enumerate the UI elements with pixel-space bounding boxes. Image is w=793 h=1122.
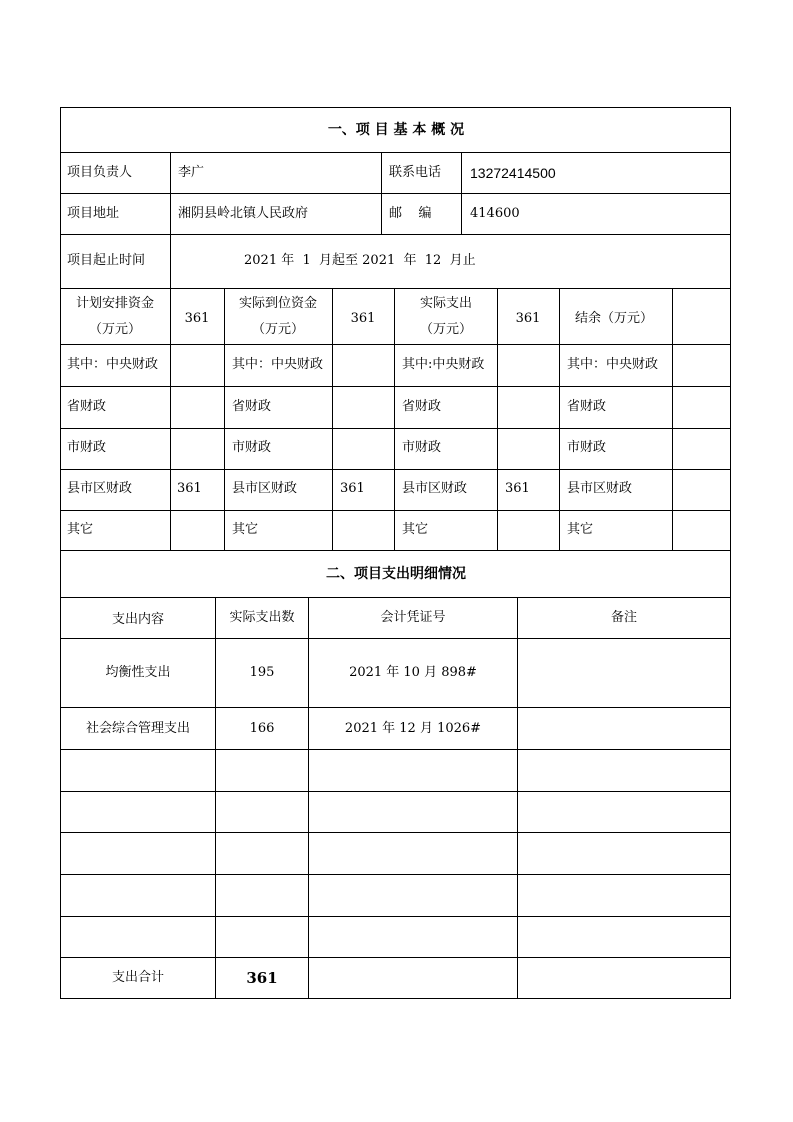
funds-cell-label: 县市区财政	[402, 481, 468, 496]
funds-cell-label: 省财政	[567, 399, 607, 414]
postcode-value: 414600	[470, 206, 520, 221]
period-value: 2021 年 1 月起至 2021 年 12 月止	[244, 253, 476, 268]
row-content: 社会综合管理支出	[85, 721, 191, 736]
row-amount: 166	[249, 721, 275, 736]
actual-funds-value: 361	[350, 311, 376, 326]
address-value: 湘阴县岭北镇人民政府	[178, 206, 309, 221]
row-amount: 195	[249, 665, 275, 680]
funds-cell-label: 县市区财政	[232, 481, 298, 496]
funds-cell-label: 市财政	[402, 440, 442, 455]
total-label: 支出合计	[111, 970, 165, 985]
funds-cell-label: 其中：中央财政	[567, 357, 659, 372]
postcode-label: 邮 编	[389, 206, 432, 221]
funds-cell-value: 361	[340, 481, 365, 496]
funds-cell-label: 其中：中央财政	[232, 357, 324, 372]
spent-unit: （万元）	[419, 322, 473, 337]
owner-value: 李广	[178, 165, 205, 180]
funds-cell-label: 其它	[402, 522, 429, 537]
funds-cell-label: 省财政	[232, 399, 272, 414]
balance-label: 结余（万元）	[574, 311, 654, 326]
planned-funds-label: 计划安排资金	[75, 296, 155, 311]
funds-cell-label: 省财政	[402, 399, 442, 414]
col-header-amount: 实际支出数	[229, 610, 295, 625]
row-voucher: 2021 年 10 月 898#	[349, 665, 477, 680]
actual-funds-label: 实际到位资金	[238, 296, 318, 311]
actual-funds-unit: （万元）	[251, 322, 305, 337]
row-content: 均衡性支出	[105, 665, 171, 680]
section-title-basic: 一、项 目 基 本 概 况	[327, 122, 465, 138]
col-header-voucher: 会计凭证号	[380, 610, 446, 625]
funds-cell-label: 省财政	[67, 399, 107, 414]
section-title-expenditure: 二、项目支出明细情况	[326, 566, 466, 582]
funds-cell-label: 其它	[567, 522, 594, 537]
funds-cell-label: 其它	[232, 522, 259, 537]
col-header-content: 支出内容	[111, 612, 165, 627]
funds-cell-label: 市财政	[567, 440, 607, 455]
funds-cell-label: 县市区财政	[567, 481, 633, 496]
spent-label: 实际支出	[419, 296, 473, 311]
col-header-note: 备注	[610, 610, 638, 625]
funds-cell-label: 市财政	[67, 440, 107, 455]
period-label: 项目起止时间	[67, 253, 146, 268]
funds-cell-value: 361	[177, 481, 202, 496]
row-voucher: 2021 年 12 月 1026#	[344, 721, 482, 736]
spent-value: 361	[515, 311, 541, 326]
funds-cell-label: 其它	[67, 522, 94, 537]
funds-cell-value: 361	[505, 481, 530, 496]
owner-label: 项目负责人	[67, 165, 133, 180]
phone-value: 13272414500	[470, 165, 556, 181]
total-value: 361	[246, 969, 278, 987]
planned-funds-unit: （万元）	[88, 322, 142, 337]
planned-funds-value: 361	[184, 311, 210, 326]
address-label: 项目地址	[67, 206, 120, 221]
funds-cell-label: 其中:中央财政	[402, 357, 485, 372]
funds-cell-label: 其中：中央财政	[67, 357, 159, 372]
phone-label: 联系电话	[389, 165, 442, 180]
funds-cell-label: 县市区财政	[67, 481, 133, 496]
funds-cell-label: 市财政	[232, 440, 272, 455]
